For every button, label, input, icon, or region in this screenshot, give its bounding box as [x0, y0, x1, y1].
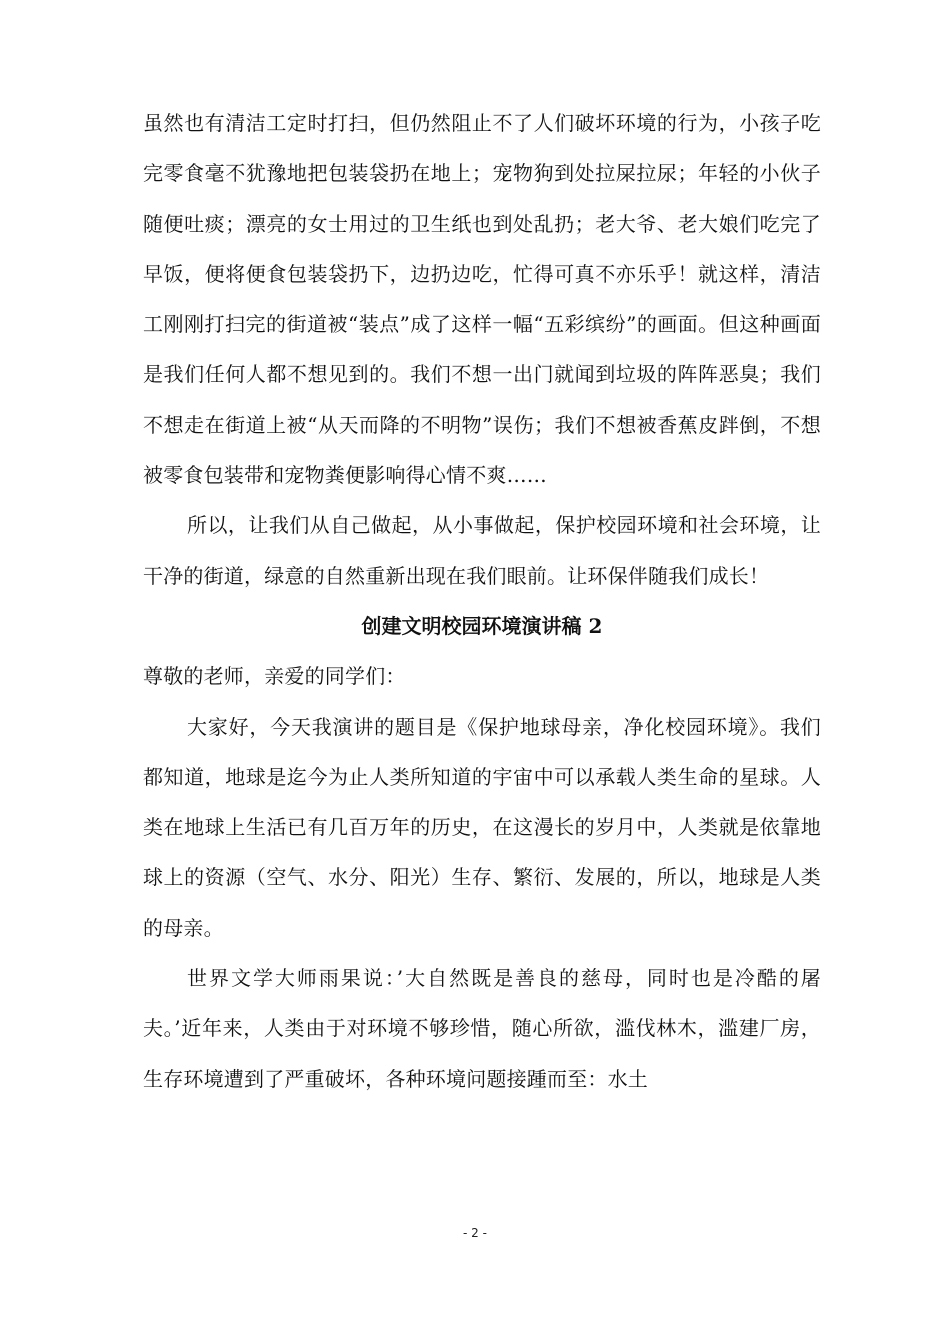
body-paragraph: 大家好，今天我演讲的题目是《保护地球母亲，净化校园环境》。我们都知道，地球是迄今为止人类所知道的宇宙中可以承载人类生命的星球。人类在地球上生活已有几百万年的历史，在这漫长的岁月中，人类就是依靠地球上的资源（空气、水分、阳光）生存、繁衍、发展的，所以，地球是人类的母亲。	[143, 714, 821, 940]
body-paragraph: 虽然也有清洁工定时打扫，但仍然阻止不了人们破坏环境的行为，小孩子吃完零食毫不犹豫地把包装袋扔在地上；宠物狗到处拉屎拉尿；年轻的小伙子随便吐痰；漂亮的女士用过的卫生纸也到处乱扔；老大爷、老大娘们吃完了早饭，便将便食包装袋扔下，边扔边吃，忙得可真不亦乐乎！就这样，清洁工刚刚打扫完的街道被“装点”成了这样一幅“五彩缤纷”的画面。但这种画面是我们任何人都不想见到的。我们不想一出门就闻到垃圾的阵阵恶臭；我们不想走在街道上被“从天而降的不明物”误伤；我们不想被香蕉皮跘倒，不想被零食包装带和宠物粪便影响得心情不爽……	[143, 111, 821, 488]
document-body	[143, 98, 821, 1104]
page-number: - 2 -	[463, 1226, 487, 1240]
section-heading: 创建文明校园环境演讲稿 2	[361, 613, 603, 638]
salutation: 尊敬的老师，亲爱的同学们：	[143, 664, 406, 689]
body-paragraph: 世界文学大师雨果说：’大自然既是善良的慈母，同时也是冷酷的屠夫。’近年来，人类由于对环境不够珍惜，随心所欲，滥伐林木，滥建厂房，生存环境遭到了严重破坏，各种环境问题接踵而至：水土	[143, 966, 821, 1091]
body-paragraph: 所以，让我们从自己做起，从小事做起，保护校园环境和社会环境，让干净的街道，绿意的自然重新出现在我们眼前。让环保伴随我们成长！	[143, 513, 821, 588]
